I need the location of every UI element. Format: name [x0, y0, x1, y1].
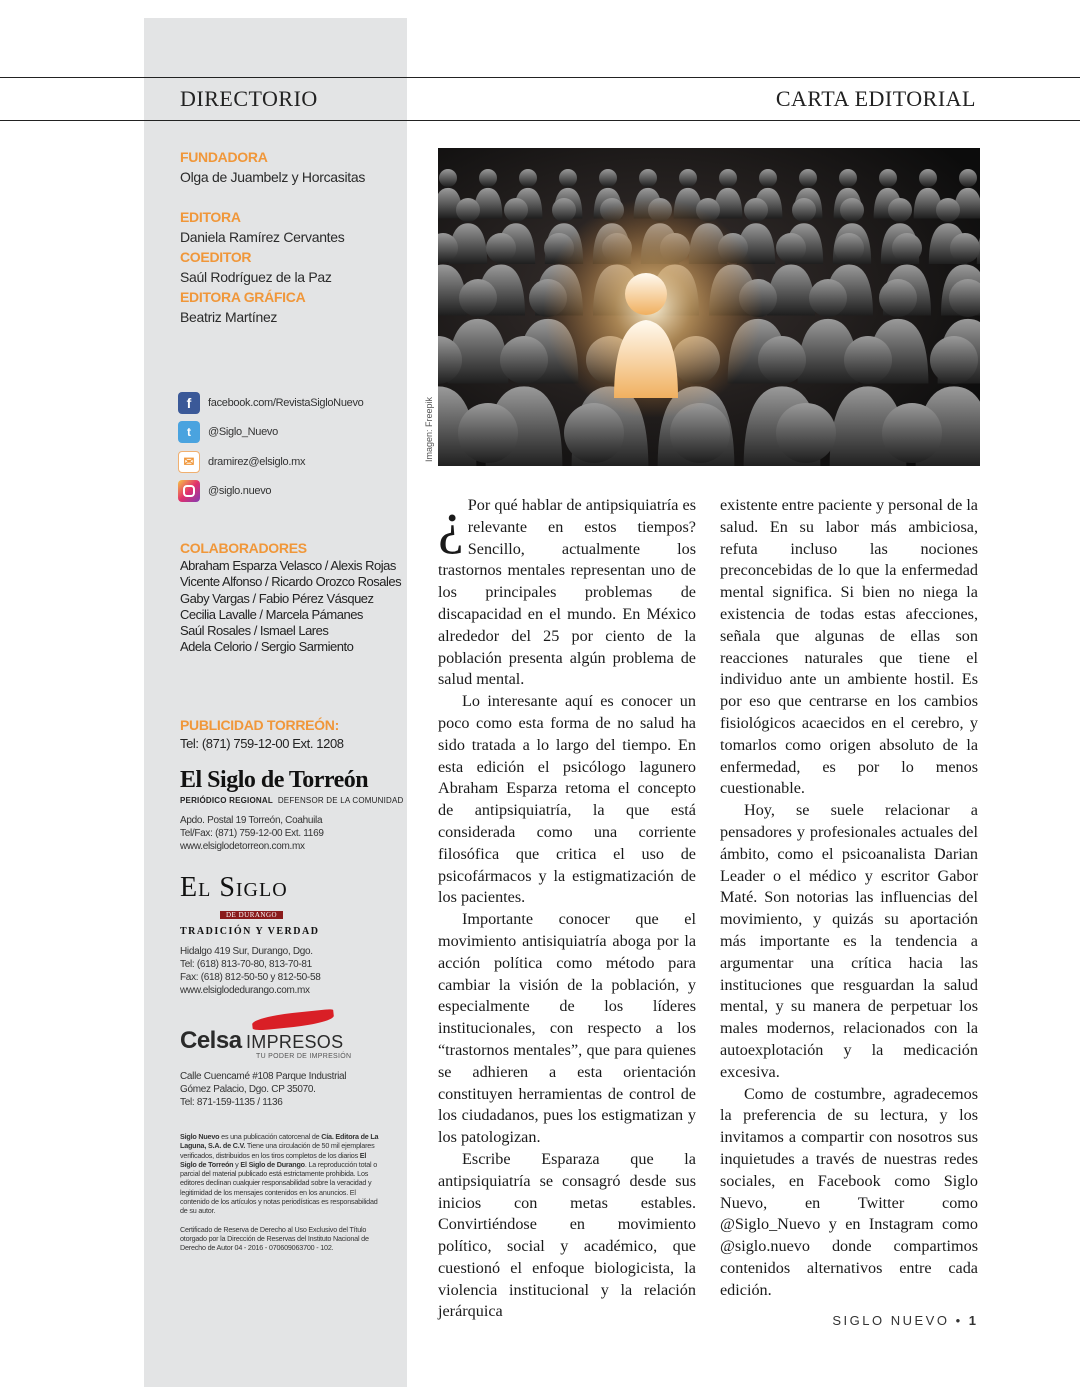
dropcap: ¿: [438, 490, 464, 555]
article-paragraph: existente entre paciente y personal de la salud. En su labor más ambiciosa, refuta incluso las nociones preconcebidas de lo que la enfermedad mental significa. Si bien no niega la existencia de todas estas afecciones, señala que algunas de ellas son reacciones naturales que tiene el individuo ante un ambiente hostil. Es por eso que centrarse en los cambios fisiológicos acaecidos en el cerebro, y tomarlos como origen absoluto de la enfermedad, es por lo menos cuestionable.: [720, 496, 978, 798]
durango-fax: Fax: (618) 812-50-50 y 812-50-58: [180, 972, 321, 983]
legal-certificate: Certificado de Reserva de Derecho al Uso Exclusivo del Título otorgado por la Dirección de Reservas del Instituto Nacional de Derecho de Autor 04 - 2016 - 070609063700 - 102.: [180, 1224, 369, 1253]
social-text: @siglo.nuevo: [208, 485, 272, 498]
advertising-contact: [180, 715, 344, 753]
torreon-logo: El Siglo de Torreón: [180, 767, 369, 793]
collaborator-line: Gaby Vargas / Fabio Pérez Vásquez: [180, 590, 374, 606]
crowd-head: [458, 403, 518, 463]
article-paragraph: Importante conocer que el movimiento antisiquiatría aboga por la acción política como método para cambiar la visión de la población, y especialmente de los líderes institucionales, con respecto a los “trastornos mentales”, que para quienes se adhieren a esta orientación constituyen herramientas de control de los ciudadanos, pues los estigmatizan y los patologizan.: [438, 910, 696, 1147]
social-twitter[interactable]: [178, 418, 363, 448]
crowd-head: [840, 198, 864, 222]
article-paragraph: Hoy, se suele relacionar a pensadores y profesionales actuales del ámbito, como el psicoanalista Darian Leader o el médico y escritor Gabor Maté. Son notorias las influencias del movimiento, y quizás su aportación más importante es la tendencia a argumentar una crítica hacia las instituciones que resguardan la salud mental, y su manera de perpetuar los males modernos, relacionados con la autoexplotación y la medicación excesiva.: [720, 801, 978, 1081]
durango-block: [180, 872, 321, 997]
header-bottom-rule: [0, 120, 1080, 121]
crowd-head: [679, 169, 697, 187]
social-text: facebook.com/RevistaSigloNuevo: [208, 396, 364, 409]
social-instagram[interactable]: [178, 477, 363, 507]
article-column-2: [720, 495, 978, 1301]
social-facebook[interactable]: [178, 388, 363, 418]
social-text: @Siglo_Nuevo: [208, 426, 278, 439]
crowd-head: [758, 336, 806, 384]
torreon-block: [180, 767, 404, 853]
staff-role: FUNDADORA: [180, 149, 268, 165]
durango-motto: TRADICIÓN Y VERDAD: [180, 926, 320, 937]
collaborator-line: Adela Celorio / Sergio Sarmiento: [180, 639, 354, 655]
staff-role: EDITORA GRÁFICA: [180, 289, 306, 305]
social-links: [178, 388, 363, 506]
crowd-head: [599, 169, 617, 187]
staff-role: COEDITOR: [180, 249, 252, 265]
advertising-tel: Tel: (871) 759-12-00 Ext. 1208: [180, 736, 344, 751]
collaborator-line: Saúl Rosales / Ismael Lares: [180, 623, 329, 639]
legal-paragraph: Siglo Nuevo es una publicación catorcenal de Cía. Editora de La Laguna, S.A. de C.V. Tiene una circulación de 50 mil ejemplares verificados, distribuidos en los tiros completos de los diarios El Siglo de Torreón y El Siglo de Durango. La reproducción total o parcial del material publicado está estrictamente prohibida. Los editores declinan cualquier responsabilidad sobre la veracidad y legitimidad de los mensajes contenidos en los anuncios. El contenido de los artículos y notas periodísticas es responsabilidad de su autor.: [180, 1132, 379, 1216]
crowd-head: [936, 198, 960, 222]
crowd-head: [879, 279, 917, 317]
celsa-logo: Celsa IMPRESOS TU PODER DE IMPRESIÓN: [180, 1027, 352, 1060]
header-top-rule: [0, 77, 1080, 78]
crowd-head: [759, 169, 777, 187]
crowd-head: [879, 169, 897, 187]
social-mail[interactable]: [178, 447, 363, 477]
crowd-head: [888, 198, 912, 222]
page-footer: [832, 1313, 976, 1328]
social-text: dramirez@elsiglo.mx: [208, 455, 306, 468]
durango-website[interactable]: www.elsiglodedurango.com.mx: [180, 985, 310, 996]
crowd-head: [959, 169, 977, 187]
collaborator-line: Cecilia Lavalle / Marcela Pámanes: [180, 606, 363, 622]
torreon-tagline: PERIÓDICO REGIONAL DEFENSOR DE LA COMUNIDAD: [180, 796, 404, 805]
directory-heading: DIRECTORIO: [180, 86, 318, 111]
crowd-head: [719, 169, 737, 187]
crowd-head: [950, 233, 980, 263]
legal-notice: [180, 1132, 380, 1253]
collaborator-line: Abraham Esparza Velasco / Alexis Rojas: [180, 558, 396, 573]
durango-address: Hidalgo 419 Sur, Durango, Dgo.: [180, 946, 313, 957]
crowd-head: [930, 336, 978, 384]
durango-phone: Tel: (618) 813-70-80, 813-70-81: [180, 959, 312, 970]
crowd-head: [776, 233, 806, 263]
staff-name: Daniela Ramírez Cervantes: [180, 229, 345, 245]
crowd-head: [504, 198, 528, 222]
collaborator-line: Vicente Alfonso / Ricardo Orozco Rosales: [180, 574, 402, 590]
article-paragraph: Lo interesante aquí es conocer un poco como esta forma de no salud ha sido tratada a lo largo del tiempo. En esta edición el psicólogo lagunero Abraham Esparza retoma el concepto de antipsiquiatría, la que está considerada como una corriente filosófica que critica el uso de psicofármacos y la estigmatización de los pacientes.: [438, 692, 696, 907]
torreon-address: Apdo. Postal 19 Torreón, Coahuila: [180, 815, 323, 826]
crowd-head: [799, 169, 817, 187]
crowd-head: [834, 233, 864, 263]
article-paragraph: ¿ Por qué hablar de antipsiquiatría es relevante en estos tiempos? Sencillo, actualmente los trastornos mentales representan uno de los principales problemas de discapacidad en el mundo. En México alrededor del 25 por ciento de la población presenta algún problema de salud mental.: [438, 490, 696, 689]
crowd-head: [919, 169, 937, 187]
advertising-title: PUBLICIDAD TORREÓN:: [180, 717, 339, 733]
crowd-head: [839, 169, 857, 187]
crowd-head: [456, 198, 480, 222]
mail-icon: ✉: [178, 451, 200, 473]
torreon-website[interactable]: www.elsiglodetorreon.com.mx: [180, 841, 305, 852]
torreon-phone: Tel/Fax: (871) 759-12-00 Ext. 1169: [180, 828, 324, 839]
crowd-head: [892, 233, 922, 263]
staff-name: Olga de Juambelz y Horcasitas: [180, 169, 366, 185]
crowd-head: [844, 336, 892, 384]
staff-founder: [180, 147, 365, 187]
facebook-icon: f: [178, 392, 200, 414]
collaborators: [180, 538, 401, 656]
page-number: 1: [968, 1313, 976, 1328]
crowd-head: [639, 169, 657, 187]
crowd-head: [792, 198, 816, 222]
magazine-name: SIGLO NUEVO: [832, 1313, 950, 1328]
crowd-illustration: [438, 148, 980, 466]
instagram-icon: [178, 480, 200, 502]
footer-separator: •: [955, 1313, 963, 1328]
crowd-head: [479, 169, 497, 187]
crowd-head: [519, 169, 537, 187]
crowd-head: [486, 233, 516, 263]
crowd-head: [559, 169, 577, 187]
crowd-head: [500, 336, 548, 384]
celsa-phone: Tel: 871-159-1135 / 1136: [180, 1097, 283, 1108]
crowd-head: [552, 198, 576, 222]
collaborators-title: COLABORADORES: [180, 540, 307, 556]
durango-band: DE DURANGO: [220, 911, 283, 919]
article-paragraph: Escribe Esparaza que la antipsiquiatría se consagró desde sus inicios con metas estables. Convirtiéndose en movimiento político, social y académico, que cuestionó el enfoque biologicista, la violencia institucional y la relación jerárquica: [438, 1149, 696, 1321]
article-paragraph: Como de costumbre, agradecemos la preferencia de su lectura, y los invitamos a compartir con nosotros sus inquietudes a través de nuestras redes sociales, en Facebook como Siglo Nuevo, en Twitter como @Siglo_Nuevo y en Instagram como @siglo.nuevo donde compartimos contenidos alternativos entre cada edición.: [720, 1084, 978, 1299]
celsa-address: Calle Cuencamé #108 Parque Industrial: [180, 1071, 347, 1082]
staff-editors: [180, 207, 344, 327]
crowd-head: [459, 279, 497, 317]
celsa-block: [180, 1013, 351, 1109]
image-credit: Imagen: Freepik: [424, 396, 434, 462]
crowd-head: [744, 198, 768, 222]
twitter-icon: t: [178, 421, 200, 443]
celsa-city: Gómez Palacio, Dgo. CP 35070.: [180, 1084, 316, 1095]
crowd-image: [438, 148, 980, 466]
staff-role: EDITORA: [180, 209, 241, 225]
durango-logo: El Siglo: [180, 872, 288, 903]
crowd-head: [776, 403, 836, 463]
crowd-head: [564, 403, 624, 463]
editorial-heading: CARTA EDITORIAL: [775, 86, 976, 111]
article-column-1: [438, 490, 696, 1323]
crowd-head: [882, 403, 942, 463]
staff-name: Beatriz Martínez: [180, 309, 278, 325]
crowd-head: [439, 169, 457, 187]
crowd-head: [809, 279, 847, 317]
staff-name: Saúl Rodríguez de la Paz: [180, 269, 332, 285]
image-credit-area: [421, 388, 435, 464]
